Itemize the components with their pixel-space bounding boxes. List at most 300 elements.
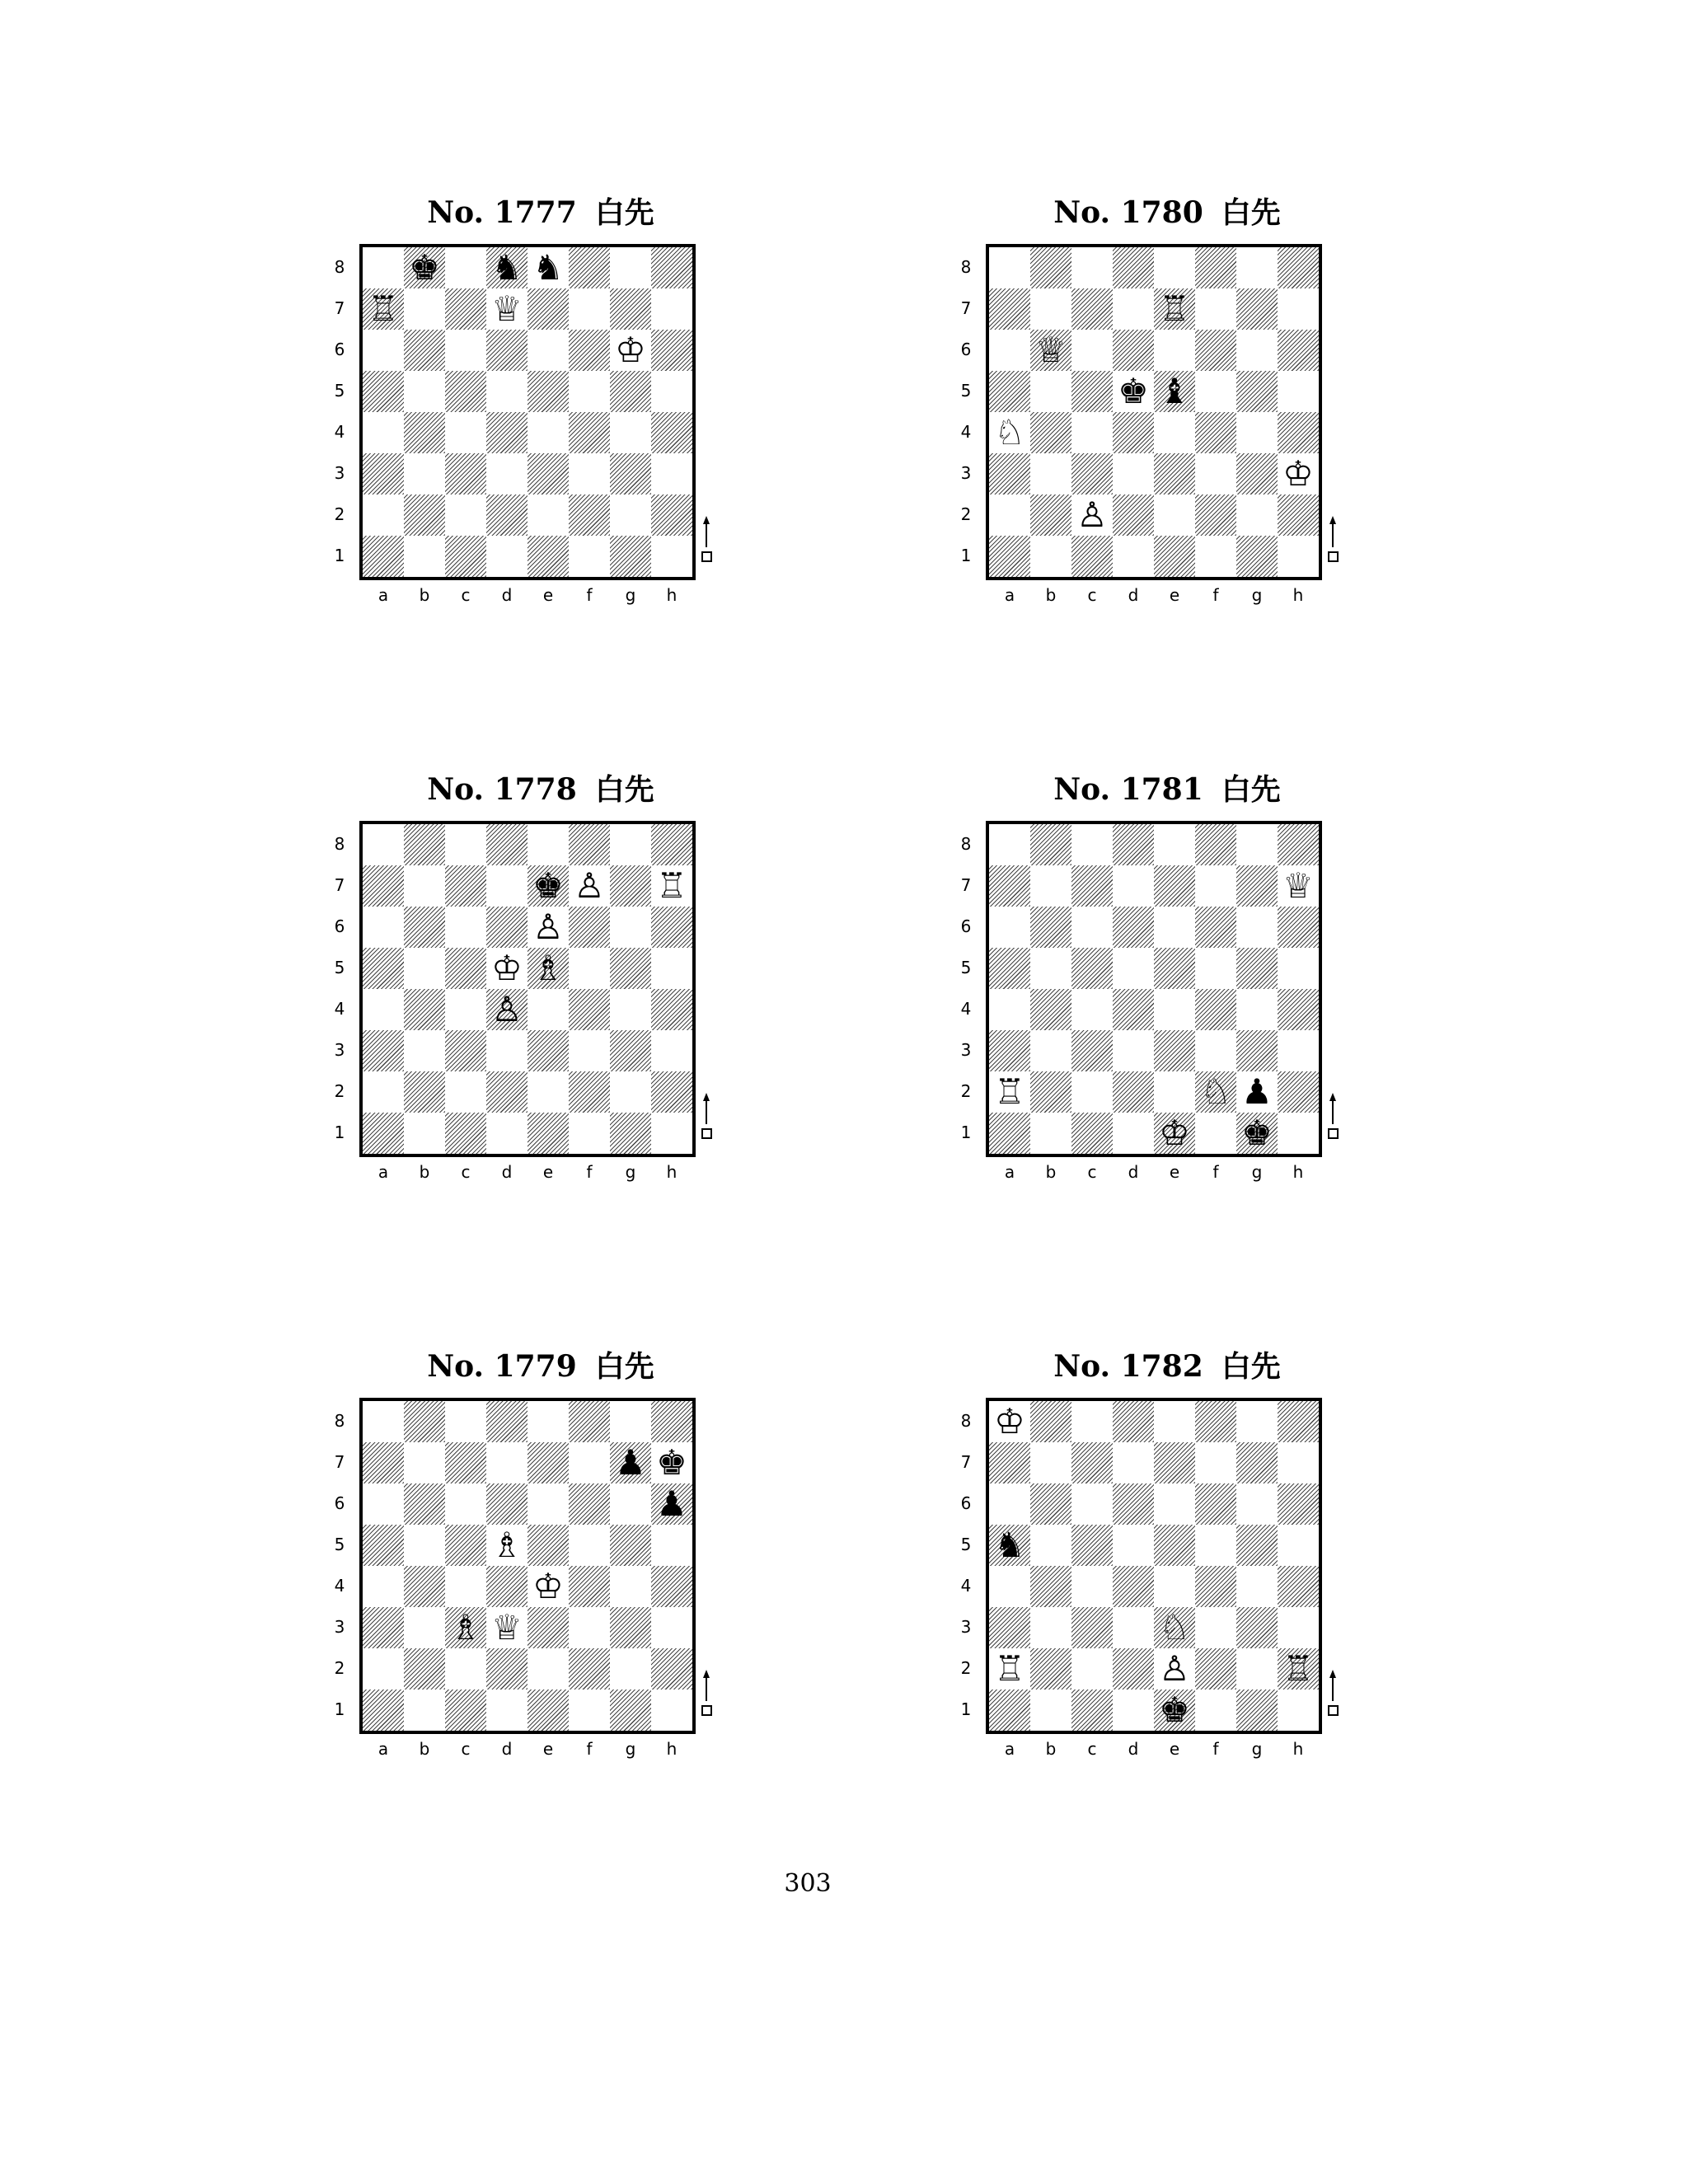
file-label: f bbox=[586, 1162, 593, 1182]
board-square bbox=[610, 865, 651, 907]
board-square bbox=[610, 1566, 651, 1607]
rank-label: 7 bbox=[334, 298, 345, 318]
board-square bbox=[1278, 1607, 1319, 1648]
board-square bbox=[1195, 1607, 1236, 1648]
board-square bbox=[404, 907, 445, 948]
board-square bbox=[1154, 1071, 1195, 1113]
board-square bbox=[363, 865, 404, 907]
rank-label: 8 bbox=[960, 257, 972, 277]
board-square bbox=[1113, 824, 1154, 865]
file-label: c bbox=[461, 1739, 471, 1759]
board-square bbox=[445, 1483, 486, 1525]
board-square bbox=[1195, 1483, 1236, 1525]
board-square bbox=[363, 494, 404, 536]
board-square bbox=[486, 1071, 528, 1113]
board-square bbox=[404, 371, 445, 412]
board-square bbox=[989, 1607, 1030, 1648]
black-knight-icon: ♞ bbox=[491, 247, 523, 288]
board-square bbox=[1195, 865, 1236, 907]
board-square bbox=[363, 1071, 404, 1113]
rank-label: 5 bbox=[960, 958, 972, 977]
board-square bbox=[1071, 247, 1113, 288]
board-square bbox=[989, 1030, 1030, 1071]
board-square bbox=[569, 288, 610, 330]
board-square bbox=[1030, 948, 1071, 989]
board-square bbox=[1154, 907, 1195, 948]
board-square bbox=[1278, 1566, 1319, 1607]
white-to-move-arrow-icon bbox=[701, 516, 712, 564]
black-king-icon: ♚ bbox=[1159, 1690, 1190, 1730]
board-square bbox=[569, 1690, 610, 1731]
board-square bbox=[569, 412, 610, 453]
board-square bbox=[445, 1071, 486, 1113]
board-square bbox=[445, 989, 486, 1030]
file-label: d bbox=[1128, 1162, 1139, 1182]
board-square bbox=[1278, 1030, 1319, 1071]
board-square bbox=[1113, 247, 1154, 288]
board-square bbox=[1113, 1113, 1154, 1154]
side-to-move: 白先 bbox=[1221, 773, 1281, 807]
board-square bbox=[528, 1648, 569, 1690]
board-square bbox=[404, 1525, 445, 1566]
file-label: e bbox=[542, 585, 554, 605]
board-square bbox=[404, 824, 445, 865]
rank-label: 4 bbox=[334, 422, 345, 442]
white-king-icon: ♔ bbox=[615, 330, 646, 370]
board-square bbox=[610, 1071, 651, 1113]
board-square bbox=[363, 371, 404, 412]
board-square bbox=[989, 948, 1030, 989]
board-square bbox=[363, 1525, 404, 1566]
board-square bbox=[610, 288, 651, 330]
board-square bbox=[569, 1648, 610, 1690]
puzzle-title bbox=[310, 193, 771, 233]
board-square bbox=[363, 1401, 404, 1442]
white-king-icon: ♔ bbox=[1159, 1113, 1190, 1153]
rank-label: 2 bbox=[334, 1658, 345, 1678]
rank-label: 5 bbox=[960, 1535, 972, 1554]
board-square bbox=[610, 1483, 651, 1525]
board-square bbox=[1278, 1071, 1319, 1113]
board-square bbox=[528, 1401, 569, 1442]
board-square bbox=[1113, 989, 1154, 1030]
board-square bbox=[651, 1566, 692, 1607]
file-label: a bbox=[377, 585, 389, 605]
board-square bbox=[486, 1442, 528, 1483]
board-square bbox=[1154, 1566, 1195, 1607]
rank-label: 4 bbox=[960, 422, 972, 442]
board-square bbox=[445, 907, 486, 948]
rank-label: 2 bbox=[960, 1081, 972, 1101]
board-square bbox=[1236, 1483, 1278, 1525]
file-label: h bbox=[1292, 1162, 1304, 1182]
board-square bbox=[651, 948, 692, 989]
rank-label: 3 bbox=[960, 463, 972, 483]
board-square bbox=[1278, 989, 1319, 1030]
board-square bbox=[445, 1648, 486, 1690]
board-square bbox=[1071, 1113, 1113, 1154]
board-square bbox=[363, 536, 404, 577]
board-square bbox=[404, 536, 445, 577]
rank-label: 8 bbox=[334, 834, 345, 854]
board-square bbox=[1030, 824, 1071, 865]
board-square bbox=[1113, 412, 1154, 453]
board-square bbox=[1030, 247, 1071, 288]
puzzle-diagram bbox=[936, 770, 1398, 1231]
board-square bbox=[651, 907, 692, 948]
board-square bbox=[1030, 453, 1071, 494]
board-square bbox=[1236, 1030, 1278, 1071]
board-square bbox=[1071, 1525, 1113, 1566]
board-square bbox=[1113, 865, 1154, 907]
board-square bbox=[610, 824, 651, 865]
rank-label: 2 bbox=[334, 504, 345, 524]
board-square bbox=[1113, 453, 1154, 494]
board-square bbox=[651, 1113, 692, 1154]
board-square bbox=[1113, 1071, 1154, 1113]
board-square bbox=[610, 536, 651, 577]
board-square bbox=[1278, 948, 1319, 989]
board-square bbox=[1030, 1401, 1071, 1442]
board-square bbox=[1030, 412, 1071, 453]
rank-label: 4 bbox=[960, 1576, 972, 1596]
board-square bbox=[1195, 247, 1236, 288]
white-rook-icon: ♖ bbox=[994, 1648, 1025, 1689]
board-square bbox=[569, 1030, 610, 1071]
file-label: f bbox=[1212, 1739, 1219, 1759]
board-square bbox=[1195, 1442, 1236, 1483]
puzzle-diagram bbox=[936, 193, 1398, 654]
board-square bbox=[528, 1483, 569, 1525]
white-queen-icon: ♕ bbox=[491, 288, 523, 329]
board-square bbox=[528, 1607, 569, 1648]
board-square bbox=[1195, 1648, 1236, 1690]
white-bishop-icon: ♗ bbox=[532, 948, 564, 988]
board-square bbox=[651, 247, 692, 288]
board-square bbox=[651, 1030, 692, 1071]
board-square bbox=[989, 453, 1030, 494]
board-square bbox=[445, 1401, 486, 1442]
board-square bbox=[486, 536, 528, 577]
board-square bbox=[569, 536, 610, 577]
puzzle-number: No. 1777 bbox=[427, 195, 577, 230]
board-square bbox=[445, 288, 486, 330]
board-square bbox=[1071, 1442, 1113, 1483]
board-square bbox=[1236, 536, 1278, 577]
board-square bbox=[1154, 948, 1195, 989]
board-square bbox=[1236, 371, 1278, 412]
black-king-icon: ♚ bbox=[1118, 371, 1149, 411]
rank-label: 1 bbox=[334, 546, 345, 565]
board-square bbox=[486, 330, 528, 371]
board-square bbox=[1030, 1525, 1071, 1566]
rank-label: 8 bbox=[334, 1411, 345, 1431]
board-square bbox=[363, 1030, 404, 1071]
black-king-icon: ♚ bbox=[409, 247, 440, 288]
white-rook-icon: ♖ bbox=[368, 288, 399, 329]
board-square bbox=[1113, 494, 1154, 536]
board-square bbox=[1278, 288, 1319, 330]
board-square bbox=[1071, 1566, 1113, 1607]
board-square bbox=[569, 1442, 610, 1483]
rank-label: 4 bbox=[334, 999, 345, 1019]
board-square bbox=[1030, 907, 1071, 948]
board-square bbox=[445, 412, 486, 453]
puzzle-diagram bbox=[936, 1347, 1398, 1808]
board-square bbox=[1236, 948, 1278, 989]
board-square bbox=[1236, 989, 1278, 1030]
board-square bbox=[1154, 824, 1195, 865]
board-square bbox=[569, 494, 610, 536]
board-square bbox=[1030, 1566, 1071, 1607]
puzzle-title bbox=[936, 1347, 1398, 1387]
white-knight-icon: ♘ bbox=[1200, 1071, 1231, 1112]
board-square bbox=[1071, 536, 1113, 577]
board-square bbox=[528, 1113, 569, 1154]
board-square bbox=[528, 1071, 569, 1113]
board-square bbox=[528, 989, 569, 1030]
file-label: h bbox=[666, 1739, 678, 1759]
file-label: e bbox=[1169, 585, 1180, 605]
board-square bbox=[363, 948, 404, 989]
board-square bbox=[1071, 989, 1113, 1030]
board-square bbox=[1113, 288, 1154, 330]
white-pawn-icon: ♙ bbox=[491, 989, 523, 1029]
side-to-move: 白先 bbox=[594, 1350, 654, 1384]
rank-label: 2 bbox=[960, 1658, 972, 1678]
board-square bbox=[1113, 1607, 1154, 1648]
board-square bbox=[486, 824, 528, 865]
file-label: d bbox=[1128, 585, 1139, 605]
rank-label: 7 bbox=[960, 875, 972, 895]
board-square bbox=[486, 494, 528, 536]
file-label: a bbox=[377, 1162, 389, 1182]
board-square bbox=[1195, 1690, 1236, 1731]
board-square bbox=[1278, 247, 1319, 288]
chess-board bbox=[986, 821, 1322, 1157]
puzzle-title bbox=[936, 193, 1398, 233]
puzzle-title bbox=[310, 770, 771, 810]
board-square bbox=[1071, 453, 1113, 494]
board-square bbox=[363, 1113, 404, 1154]
board-square bbox=[404, 1113, 445, 1154]
board-square bbox=[445, 1442, 486, 1483]
board-square bbox=[445, 330, 486, 371]
board-square bbox=[989, 824, 1030, 865]
board-square bbox=[404, 948, 445, 989]
rank-label: 1 bbox=[334, 1122, 345, 1142]
board-square bbox=[989, 907, 1030, 948]
file-label: h bbox=[1292, 585, 1304, 605]
black-knight-icon: ♞ bbox=[994, 1525, 1025, 1565]
black-pawn-icon: ♟ bbox=[656, 1483, 687, 1524]
board-square bbox=[989, 1483, 1030, 1525]
rank-label: 3 bbox=[960, 1617, 972, 1637]
board-square bbox=[610, 1113, 651, 1154]
board-square bbox=[1278, 330, 1319, 371]
board-square bbox=[1195, 824, 1236, 865]
chess-board bbox=[986, 1398, 1322, 1734]
white-queen-icon: ♕ bbox=[1035, 330, 1067, 370]
board-square bbox=[1154, 989, 1195, 1030]
board-square bbox=[486, 453, 528, 494]
board-square bbox=[651, 412, 692, 453]
board-square bbox=[1236, 1690, 1278, 1731]
board-square bbox=[363, 247, 404, 288]
board-square bbox=[528, 453, 569, 494]
rank-label: 6 bbox=[334, 340, 345, 359]
rank-label: 3 bbox=[334, 1040, 345, 1060]
black-knight-icon: ♞ bbox=[532, 247, 564, 288]
white-rook-icon: ♖ bbox=[656, 865, 687, 906]
board-square bbox=[528, 288, 569, 330]
board-square bbox=[1236, 412, 1278, 453]
board-square bbox=[1278, 1113, 1319, 1154]
board-square bbox=[445, 1030, 486, 1071]
board-square bbox=[486, 371, 528, 412]
board-square bbox=[1236, 330, 1278, 371]
board-square bbox=[989, 1690, 1030, 1731]
board-square bbox=[1236, 247, 1278, 288]
board-square bbox=[610, 453, 651, 494]
rank-label: 6 bbox=[334, 1493, 345, 1513]
board-square bbox=[610, 1607, 651, 1648]
rank-label: 7 bbox=[334, 875, 345, 895]
board-square bbox=[1030, 865, 1071, 907]
board-square bbox=[404, 1566, 445, 1607]
board-square bbox=[528, 536, 569, 577]
board-square bbox=[651, 371, 692, 412]
board-square bbox=[486, 1113, 528, 1154]
board-square bbox=[1195, 453, 1236, 494]
board-square bbox=[569, 330, 610, 371]
board-square bbox=[651, 1525, 692, 1566]
board-square bbox=[1071, 824, 1113, 865]
white-bishop-icon: ♗ bbox=[450, 1607, 481, 1647]
board-square bbox=[651, 288, 692, 330]
file-label: f bbox=[586, 585, 593, 605]
rank-label: 4 bbox=[960, 999, 972, 1019]
board-square bbox=[989, 330, 1030, 371]
board-square bbox=[610, 1648, 651, 1690]
board-square bbox=[1278, 907, 1319, 948]
board-square bbox=[1030, 1071, 1071, 1113]
board-square bbox=[1071, 1690, 1113, 1731]
board-square bbox=[1195, 907, 1236, 948]
board-square bbox=[404, 1030, 445, 1071]
board-square bbox=[486, 1690, 528, 1731]
file-label: f bbox=[586, 1739, 593, 1759]
board-square bbox=[1030, 1483, 1071, 1525]
board-square bbox=[486, 865, 528, 907]
board-square bbox=[1071, 1401, 1113, 1442]
board-square bbox=[989, 288, 1030, 330]
board-square bbox=[1195, 1030, 1236, 1071]
white-rook-icon: ♖ bbox=[1159, 288, 1190, 329]
file-label: g bbox=[1251, 1162, 1263, 1182]
file-label: b bbox=[419, 1739, 430, 1759]
board-square bbox=[610, 907, 651, 948]
white-pawn-icon: ♙ bbox=[1159, 1648, 1190, 1689]
board-square bbox=[610, 1690, 651, 1731]
board-square bbox=[569, 247, 610, 288]
white-rook-icon: ♖ bbox=[1282, 1648, 1314, 1689]
file-label: c bbox=[1087, 1739, 1097, 1759]
white-rook-icon: ♖ bbox=[994, 1071, 1025, 1112]
board-square bbox=[445, 948, 486, 989]
board-square bbox=[1030, 1648, 1071, 1690]
board-square bbox=[1154, 453, 1195, 494]
board-square bbox=[651, 536, 692, 577]
board-square bbox=[1195, 371, 1236, 412]
board-square bbox=[1030, 1030, 1071, 1071]
white-pawn-icon: ♙ bbox=[1076, 494, 1108, 535]
board-square bbox=[610, 494, 651, 536]
board-square bbox=[1236, 1401, 1278, 1442]
board-square bbox=[1071, 1030, 1113, 1071]
board-square bbox=[610, 247, 651, 288]
board-square bbox=[404, 1690, 445, 1731]
board-square bbox=[1113, 330, 1154, 371]
board-square bbox=[1071, 1071, 1113, 1113]
file-label: f bbox=[1212, 585, 1219, 605]
puzzle-diagram bbox=[310, 1347, 771, 1808]
board-square bbox=[486, 1483, 528, 1525]
board-square bbox=[1236, 1442, 1278, 1483]
rank-label: 6 bbox=[334, 916, 345, 936]
board-square bbox=[363, 1483, 404, 1525]
board-square bbox=[651, 1607, 692, 1648]
file-label: d bbox=[501, 1162, 513, 1182]
rank-label: 7 bbox=[334, 1452, 345, 1472]
board-square bbox=[404, 1401, 445, 1442]
black-pawn-icon: ♟ bbox=[1241, 1071, 1273, 1112]
board-square bbox=[1154, 536, 1195, 577]
board-square bbox=[569, 453, 610, 494]
rank-label: 2 bbox=[960, 504, 972, 524]
board-square bbox=[1195, 1113, 1236, 1154]
board-square bbox=[486, 1401, 528, 1442]
board-square bbox=[1113, 1566, 1154, 1607]
white-bishop-icon: ♗ bbox=[491, 1525, 523, 1565]
file-label: c bbox=[1087, 1162, 1097, 1182]
board-square bbox=[989, 1113, 1030, 1154]
white-to-move-arrow-icon bbox=[701, 1093, 712, 1141]
puzzle-number: No. 1778 bbox=[427, 772, 577, 807]
board-square bbox=[989, 1566, 1030, 1607]
board-square bbox=[1236, 865, 1278, 907]
white-queen-icon: ♕ bbox=[1282, 865, 1314, 906]
board-square bbox=[569, 948, 610, 989]
black-king-icon: ♚ bbox=[1241, 1113, 1273, 1153]
board-square bbox=[404, 1071, 445, 1113]
board-square bbox=[1154, 412, 1195, 453]
board-square bbox=[989, 371, 1030, 412]
file-label: e bbox=[1169, 1739, 1180, 1759]
board-square bbox=[569, 1071, 610, 1113]
board-square bbox=[1071, 1483, 1113, 1525]
board-square bbox=[1113, 948, 1154, 989]
file-label: b bbox=[419, 585, 430, 605]
board-square bbox=[610, 1030, 651, 1071]
board-square bbox=[569, 1483, 610, 1525]
board-square bbox=[1113, 1401, 1154, 1442]
board-square bbox=[989, 247, 1030, 288]
board-square bbox=[445, 371, 486, 412]
board-square bbox=[445, 494, 486, 536]
file-label: d bbox=[1128, 1739, 1139, 1759]
puzzle-title bbox=[310, 1347, 771, 1387]
